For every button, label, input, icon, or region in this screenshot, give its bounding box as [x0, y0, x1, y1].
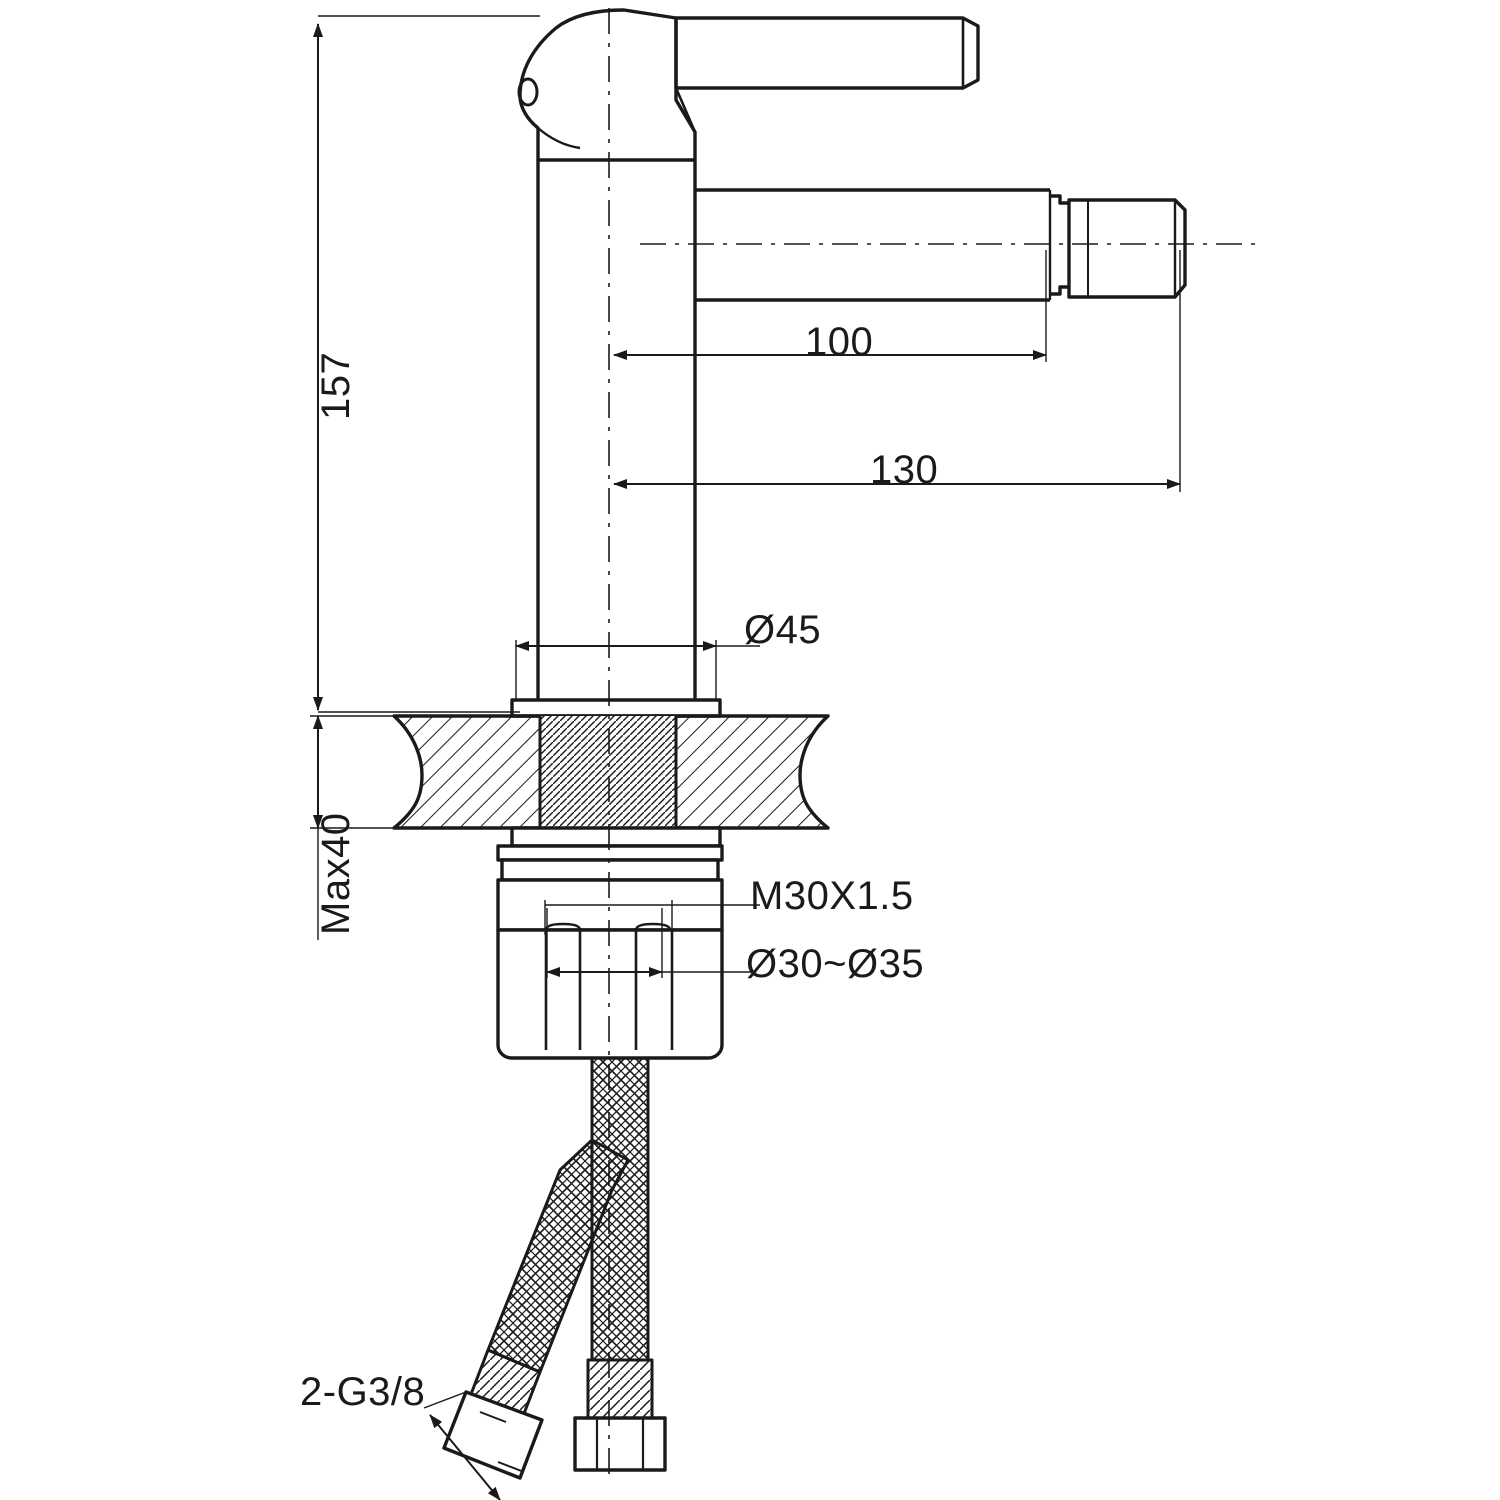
faucet-geometry	[394, 10, 1185, 1478]
spout-arm	[695, 190, 1050, 300]
dim-label-supply-g38: 2-G3/8	[300, 1370, 426, 1414]
handle-neck	[520, 10, 695, 160]
body-base-flange	[512, 700, 720, 716]
spout-neck-step	[1050, 196, 1069, 203]
dim-label-reach-130: 130	[870, 448, 939, 492]
dim-label-height-157: 157	[314, 351, 358, 420]
supply-hose-vertical	[575, 1058, 665, 1470]
dim-label-max-40: Max40	[314, 812, 358, 935]
dim-label-dia-45: Ø45	[744, 608, 822, 652]
dim-label-reach-100: 100	[805, 320, 874, 364]
washer-plate	[512, 828, 720, 846]
body-column	[538, 160, 695, 700]
dim-label-hole-diameter: Ø30~Ø35	[746, 942, 925, 986]
hose-nut-vertical	[575, 1418, 665, 1470]
shank-thread-zone	[540, 716, 676, 828]
handle-lever	[676, 18, 978, 88]
aerator-head	[1069, 200, 1185, 297]
fixing-bracket	[498, 930, 722, 1058]
dim-label-thread-m30: M30X1.5	[750, 874, 914, 918]
